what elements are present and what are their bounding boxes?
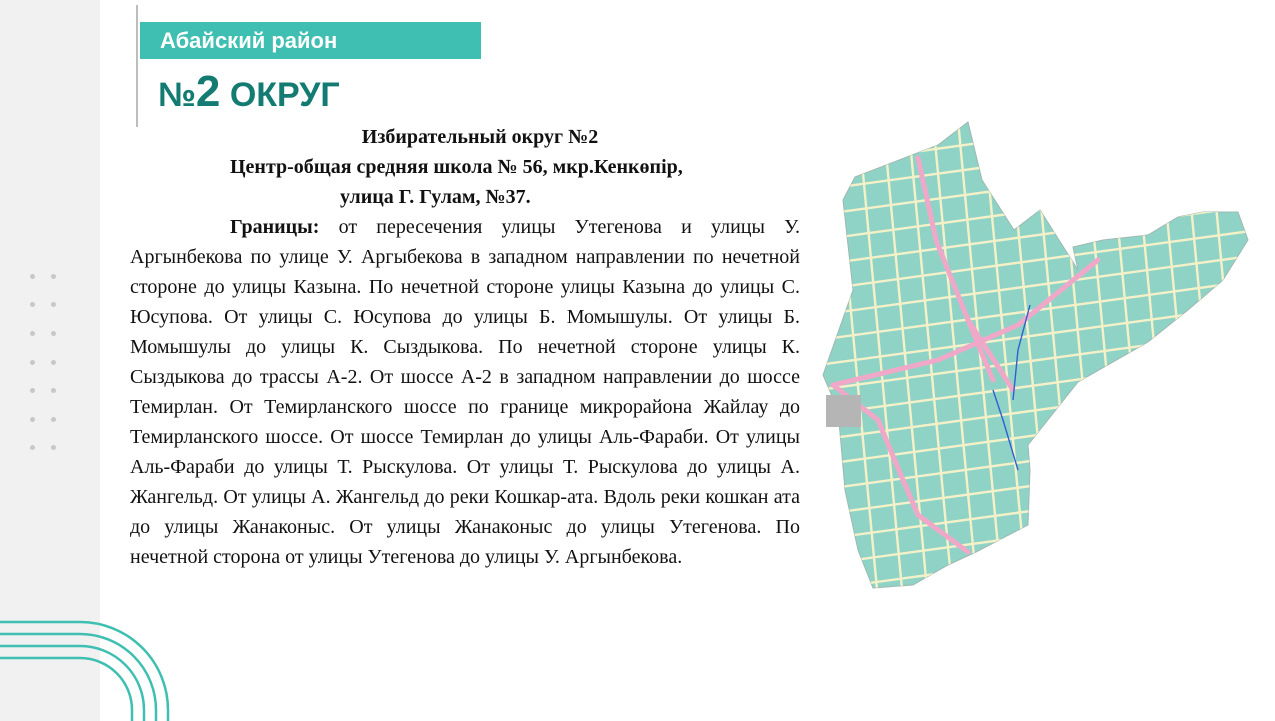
boundaries-paragraph: [130, 212, 800, 572]
okrug-word: ОКРУГ: [229, 76, 340, 114]
document-title: Избирательный округ №2: [361, 126, 599, 148]
okrug-number: 2: [195, 67, 221, 116]
center-line-2: улица Г. Гулам, №37.: [340, 186, 531, 208]
district-banner: [140, 22, 481, 59]
boundaries-label: Границы:: [230, 216, 320, 238]
map-building-block: [826, 395, 861, 427]
boundaries-text: от пересечения улицы Утегенова и улицы У. Аргынбекова по улице У. Аргыбекова в западном направлении по нечетной стороне до улицы Казына. По нечетной стороне улицы Казына до улицы С. Юсупова. От улицы С. Юсупова до улицы Б. Момышулы. От улицы Б. Момышулы до улицы К. Сыздыкова. По нечетной стороне улицы К. Сыздыкова до трассы А-2. От шоссе А-2 в западном направлении до шоссе Темирлан. От Темирланского шоссе по границе микрорайона Жайлау до Темирланского шоссе. От шоссе Темирлан до улицы Аль-Фараби. От улицы Аль-Фараби до улицы Т. Рыскулова. От улицы Т. Рыскулова до улицы А. Жангельд. От улицы А. Жангельд до реки Кошкар-ата. Вдоль реки кошкан ата до улицы Жанаконыс. От улицы Жанаконыс до улицы Утегенова. По нечетной сторона от улицы Утегенова до улицы У. Аргынбекова.: [130, 216, 800, 568]
document-text: [130, 122, 800, 572]
decorative-dots: [30, 262, 56, 462]
center-line-1: Центр-общая средняя школа № 56, мкр.Кенкөпір,: [230, 156, 683, 178]
district-name: Абайский район: [160, 28, 338, 53]
okrug-prefix: №: [158, 76, 196, 114]
header-divider-line: [136, 5, 138, 127]
okrug-title: [158, 64, 340, 123]
district-map: [818, 120, 1258, 600]
decorative-arcs: [0, 600, 180, 721]
